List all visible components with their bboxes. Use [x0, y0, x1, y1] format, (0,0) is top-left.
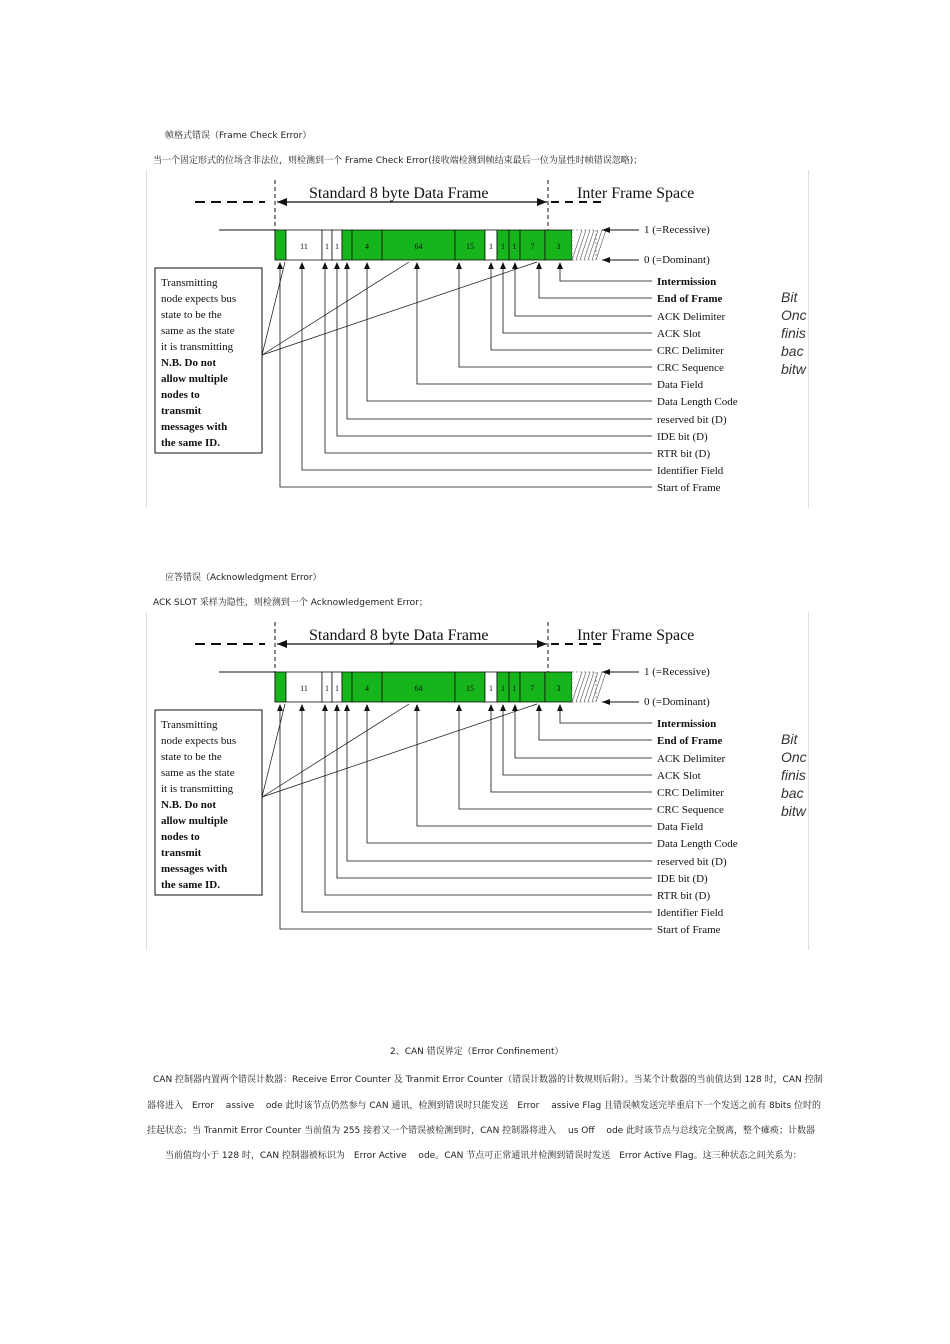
d2-field-num-6: 64 — [414, 684, 423, 693]
d2-field-num-8: 1 — [489, 684, 493, 693]
d1-idle-line — [219, 230, 275, 260]
d2-leader-2 — [515, 706, 652, 758]
d1-leader-7 — [367, 264, 652, 401]
d2-cut-text-1: Onc — [781, 749, 807, 765]
d2-label-12: Start of Frame — [657, 924, 721, 936]
d1-svg — [147, 170, 808, 508]
d1-label-6: Data Field — [657, 379, 704, 391]
d1-recessive-head — [602, 227, 610, 233]
d2-cut-text-4: bitw — [781, 803, 806, 819]
d1-label-10: RTR bit (D) — [657, 448, 711, 460]
d2-label-8: reserved bit (D) — [657, 856, 727, 868]
d2-frame-arrow-right — [537, 640, 547, 648]
d2-cut-text-2: finis — [781, 767, 806, 783]
section3-paragraph-line1: CAN 控制器内置两个错误计数器：Receive Error Counter 及 Tranmit Error Counter（错误计数器的计数规则后附）。当某个计数器的当前值达到 128 时，CAN 控制 — [153, 1075, 823, 1085]
d1-leader-head-6 — [414, 262, 420, 269]
d1-leader-head-2 — [512, 262, 518, 269]
d1-note-line-10: the same ID. — [161, 437, 220, 449]
d2-field-num-11: 7 — [530, 684, 535, 693]
can-frame-diagram-2 — [146, 612, 809, 950]
d1-field-num-1: 11 — [300, 242, 308, 251]
d2-field-num-5: 4 — [365, 684, 369, 693]
d2-field-num-1: 11 — [300, 684, 308, 693]
d1-note-pointer-0 — [262, 262, 285, 355]
d1-leader-5 — [459, 264, 652, 367]
d2-label-3: ACK Slot — [657, 770, 701, 782]
d1-field-seg-0 — [275, 230, 286, 260]
d2-field-seg-0 — [275, 672, 286, 702]
d1-label-7: Data Length Code — [657, 396, 738, 408]
d1-leader-head-12 — [277, 262, 283, 269]
d1-field-num-8: 1 — [489, 242, 493, 251]
d1-frame-arrow-right — [537, 198, 547, 206]
d1-field-num-12: 3 — [556, 242, 561, 251]
d1-leader-2 — [515, 264, 652, 316]
section1-description: 当一个固定形式的位场含非法位，则检测到一个 Frame Check Error(接收端检测到帧结束最后一位为显性时帧错误忽略)； — [153, 156, 643, 166]
d2-ifs-hatch — [572, 672, 606, 702]
d2-dominant-label: 0 (=Dominant) — [644, 696, 710, 708]
d2-note-line-10: the same ID. — [161, 879, 220, 891]
d1-note-line-8: transmit — [161, 405, 202, 417]
d1-title-frame: Standard 8 byte Data Frame — [309, 185, 489, 202]
d1-leader-10 — [325, 264, 652, 453]
d1-leader-head-0 — [557, 262, 563, 269]
d1-leader-head-1 — [536, 262, 542, 269]
d1-label-11: Identifier Field — [657, 465, 724, 477]
d2-leader-head-12 — [277, 704, 283, 711]
d1-field-seg-4 — [342, 230, 352, 260]
d1-label-0: Intermission — [657, 276, 717, 288]
d1-leader-head-3 — [500, 262, 506, 269]
d1-field-num-9: 1 — [501, 242, 505, 251]
d2-leader-head-2 — [512, 704, 518, 711]
d2-note-line-3: same as the state — [161, 767, 235, 779]
d2-field-num-12: 3 — [556, 684, 561, 693]
section3-heading: 2、CAN 错误界定（Error Confinement） — [390, 1047, 564, 1057]
d1-hatch-line-6 — [596, 230, 606, 260]
d1-field-num-11: 7 — [530, 242, 535, 251]
d2-label-9: IDE bit (D) — [657, 873, 708, 885]
d2-leader-6 — [417, 706, 652, 826]
d1-cut-text-2: finis — [781, 325, 806, 341]
d1-leader-8 — [347, 264, 652, 419]
d2-leader-head-5 — [456, 704, 462, 711]
d1-label-8: reserved bit (D) — [657, 414, 727, 426]
d2-note-pointer-0 — [262, 704, 285, 797]
d1-label-12: Start of Frame — [657, 482, 721, 494]
d2-field-num-9: 1 — [501, 684, 505, 693]
d1-leader-6 — [417, 264, 652, 384]
d2-leader-3 — [503, 706, 652, 775]
d1-leader-head-4 — [488, 262, 494, 269]
d1-cut-text-3: bac — [781, 343, 804, 359]
d1-field-num-2: 1 — [325, 242, 329, 251]
d2-recessive-head — [602, 669, 610, 675]
d2-cut-text-3: bac — [781, 785, 804, 801]
d1-label-9: IDE bit (D) — [657, 431, 708, 443]
d1-note-pointer-1 — [262, 262, 409, 355]
d1-field-num-6: 64 — [414, 242, 423, 251]
d1-field-num-5: 4 — [365, 242, 369, 251]
d2-leader-7 — [367, 706, 652, 843]
d1-note-line-1: node expects bus — [161, 293, 237, 305]
d1-dominant-head — [602, 257, 610, 263]
d1-leader-3 — [503, 264, 652, 333]
d2-leader-head-10 — [322, 704, 328, 711]
d2-note-line-9: messages with — [161, 863, 228, 875]
d2-title-frame: Standard 8 byte Data Frame — [309, 627, 489, 644]
d1-cut-text-1: Onc — [781, 307, 807, 323]
d1-label-1: End of Frame — [657, 293, 723, 305]
d2-leader-head-7 — [364, 704, 370, 711]
d2-leader-8 — [347, 706, 652, 861]
section2-description: ACK SLOT 采样为隐性，则检测到一个 Acknowledgement Error； — [153, 598, 428, 608]
d2-idle-line — [219, 672, 275, 702]
d1-leader-head-9 — [334, 262, 340, 269]
d2-note-line-8: transmit — [161, 847, 202, 859]
d1-leader-head-10 — [322, 262, 328, 269]
d2-field-num-10: 1 — [512, 684, 517, 693]
d2-leader-head-3 — [500, 704, 506, 711]
d1-field-num-3: 1 — [335, 242, 339, 251]
d1-note-line-3: same as the state — [161, 325, 235, 337]
d1-leader-head-7 — [364, 262, 370, 269]
d1-field-num-10: 1 — [512, 242, 517, 251]
d1-ifs-hatch — [572, 230, 606, 260]
d2-note-line-2: state to be the — [161, 751, 222, 763]
d2-recessive-label: 1 (=Recessive) — [644, 666, 710, 678]
d2-label-5: CRC Sequence — [657, 804, 724, 816]
d2-leader-12 — [280, 706, 652, 929]
d1-leader-12 — [280, 264, 652, 487]
d2-cut-text-0: Bit — [781, 731, 798, 747]
d2-note-line-6: allow multiple — [161, 815, 228, 827]
d2-note-line-1: node expects bus — [161, 735, 237, 747]
d2-svg — [147, 612, 808, 950]
d1-note-line-6: allow multiple — [161, 373, 228, 385]
d2-note-pointer-2 — [262, 704, 537, 797]
d1-leader-head-8 — [344, 262, 350, 269]
d1-cut-text-0: Bit — [781, 289, 798, 305]
d1-field-num-7: 15 — [466, 242, 474, 251]
d2-field-num-3: 1 — [335, 684, 339, 693]
d1-note-line-9: messages with — [161, 421, 228, 433]
section3-paragraph-line3: 挂起状态；当 Tranmit Error Counter 当前值为 255 接着又一个错误被检测到时，CAN 控制器将进入 us Off ode 此时该节点与总线完全脱离，整个瘫痪；计数器 — [147, 1126, 816, 1136]
d2-note-line-5: N.B. Do not — [161, 799, 217, 811]
d1-frame-arrow-left — [277, 198, 287, 206]
section2-heading: 应答错误（Acknowledgment Error） — [165, 573, 322, 583]
section1-heading: 帧格式错误（Frame Check Error） — [165, 131, 312, 141]
d2-leader-head-11 — [299, 704, 305, 711]
d2-label-0: Intermission — [657, 718, 717, 730]
d2-leader-head-1 — [536, 704, 542, 711]
d2-leader-head-4 — [488, 704, 494, 711]
d2-leader-head-9 — [334, 704, 340, 711]
d1-note-line-4: it is transmitting — [161, 341, 234, 353]
d2-field-num-2: 1 — [325, 684, 329, 693]
d1-leader-head-5 — [456, 262, 462, 269]
d2-field-seg-4 — [342, 672, 352, 702]
d2-note-line-0: Transmitting — [161, 719, 218, 731]
d2-leader-head-8 — [344, 704, 350, 711]
d1-note-line-2: state to be the — [161, 309, 222, 321]
d1-label-2: ACK Delimiter — [657, 311, 726, 323]
d2-label-11: Identifier Field — [657, 907, 724, 919]
d2-note-pointer-1 — [262, 704, 409, 797]
d2-label-10: RTR bit (D) — [657, 890, 711, 902]
d1-note-line-0: Transmitting — [161, 277, 218, 289]
d2-leader-0 — [560, 706, 652, 723]
d1-label-5: CRC Sequence — [657, 362, 724, 374]
section3-paragraph-line4: 当前值均小于 128 时，CAN 控制器被标识为 Error Active ode。CAN 节点可正常通讯并检测到错误时发送 Error Active Flag。这三种状态之间关系为： — [165, 1151, 802, 1161]
d2-leader-5 — [459, 706, 652, 809]
d1-note-line-5: N.B. Do not — [161, 357, 217, 369]
d2-note-line-4: it is transmitting — [161, 783, 234, 795]
d1-note-line-7: nodes to — [161, 389, 200, 401]
d2-label-6: Data Field — [657, 821, 704, 833]
d2-frame-arrow-left — [277, 640, 287, 648]
d1-recessive-label: 1 (=Recessive) — [644, 224, 710, 236]
d1-label-4: CRC Delimiter — [657, 345, 724, 357]
d2-title-ifs: Inter Frame Space — [577, 627, 695, 644]
d2-label-4: CRC Delimiter — [657, 787, 724, 799]
d2-label-7: Data Length Code — [657, 838, 738, 850]
d2-leader-10 — [325, 706, 652, 895]
d2-leader-head-0 — [557, 704, 563, 711]
d2-field-num-7: 15 — [466, 684, 474, 693]
d2-hatch-line-6 — [596, 672, 606, 702]
d1-cut-text-4: bitw — [781, 361, 806, 377]
d2-note-line-7: nodes to — [161, 831, 200, 843]
d2-label-1: End of Frame — [657, 735, 723, 747]
d2-leader-head-6 — [414, 704, 420, 711]
d1-label-3: ACK Slot — [657, 328, 701, 340]
d2-label-2: ACK Delimiter — [657, 753, 726, 765]
d1-leader-0 — [560, 264, 652, 281]
d1-title-ifs: Inter Frame Space — [577, 185, 695, 202]
d1-leader-head-11 — [299, 262, 305, 269]
section3-paragraph-line2: 器将进入 Error assive ode 此时该节点仍然参与 CAN 通讯，检测到错误时只能发送 Error assive Flag 且错误帧发送完毕重启下一个发送之前有 8bits 位时的 — [147, 1101, 821, 1111]
d1-note-pointer-2 — [262, 262, 537, 355]
d2-dominant-head — [602, 699, 610, 705]
can-frame-diagram-1 — [146, 170, 809, 508]
d1-dominant-label: 0 (=Dominant) — [644, 254, 710, 266]
